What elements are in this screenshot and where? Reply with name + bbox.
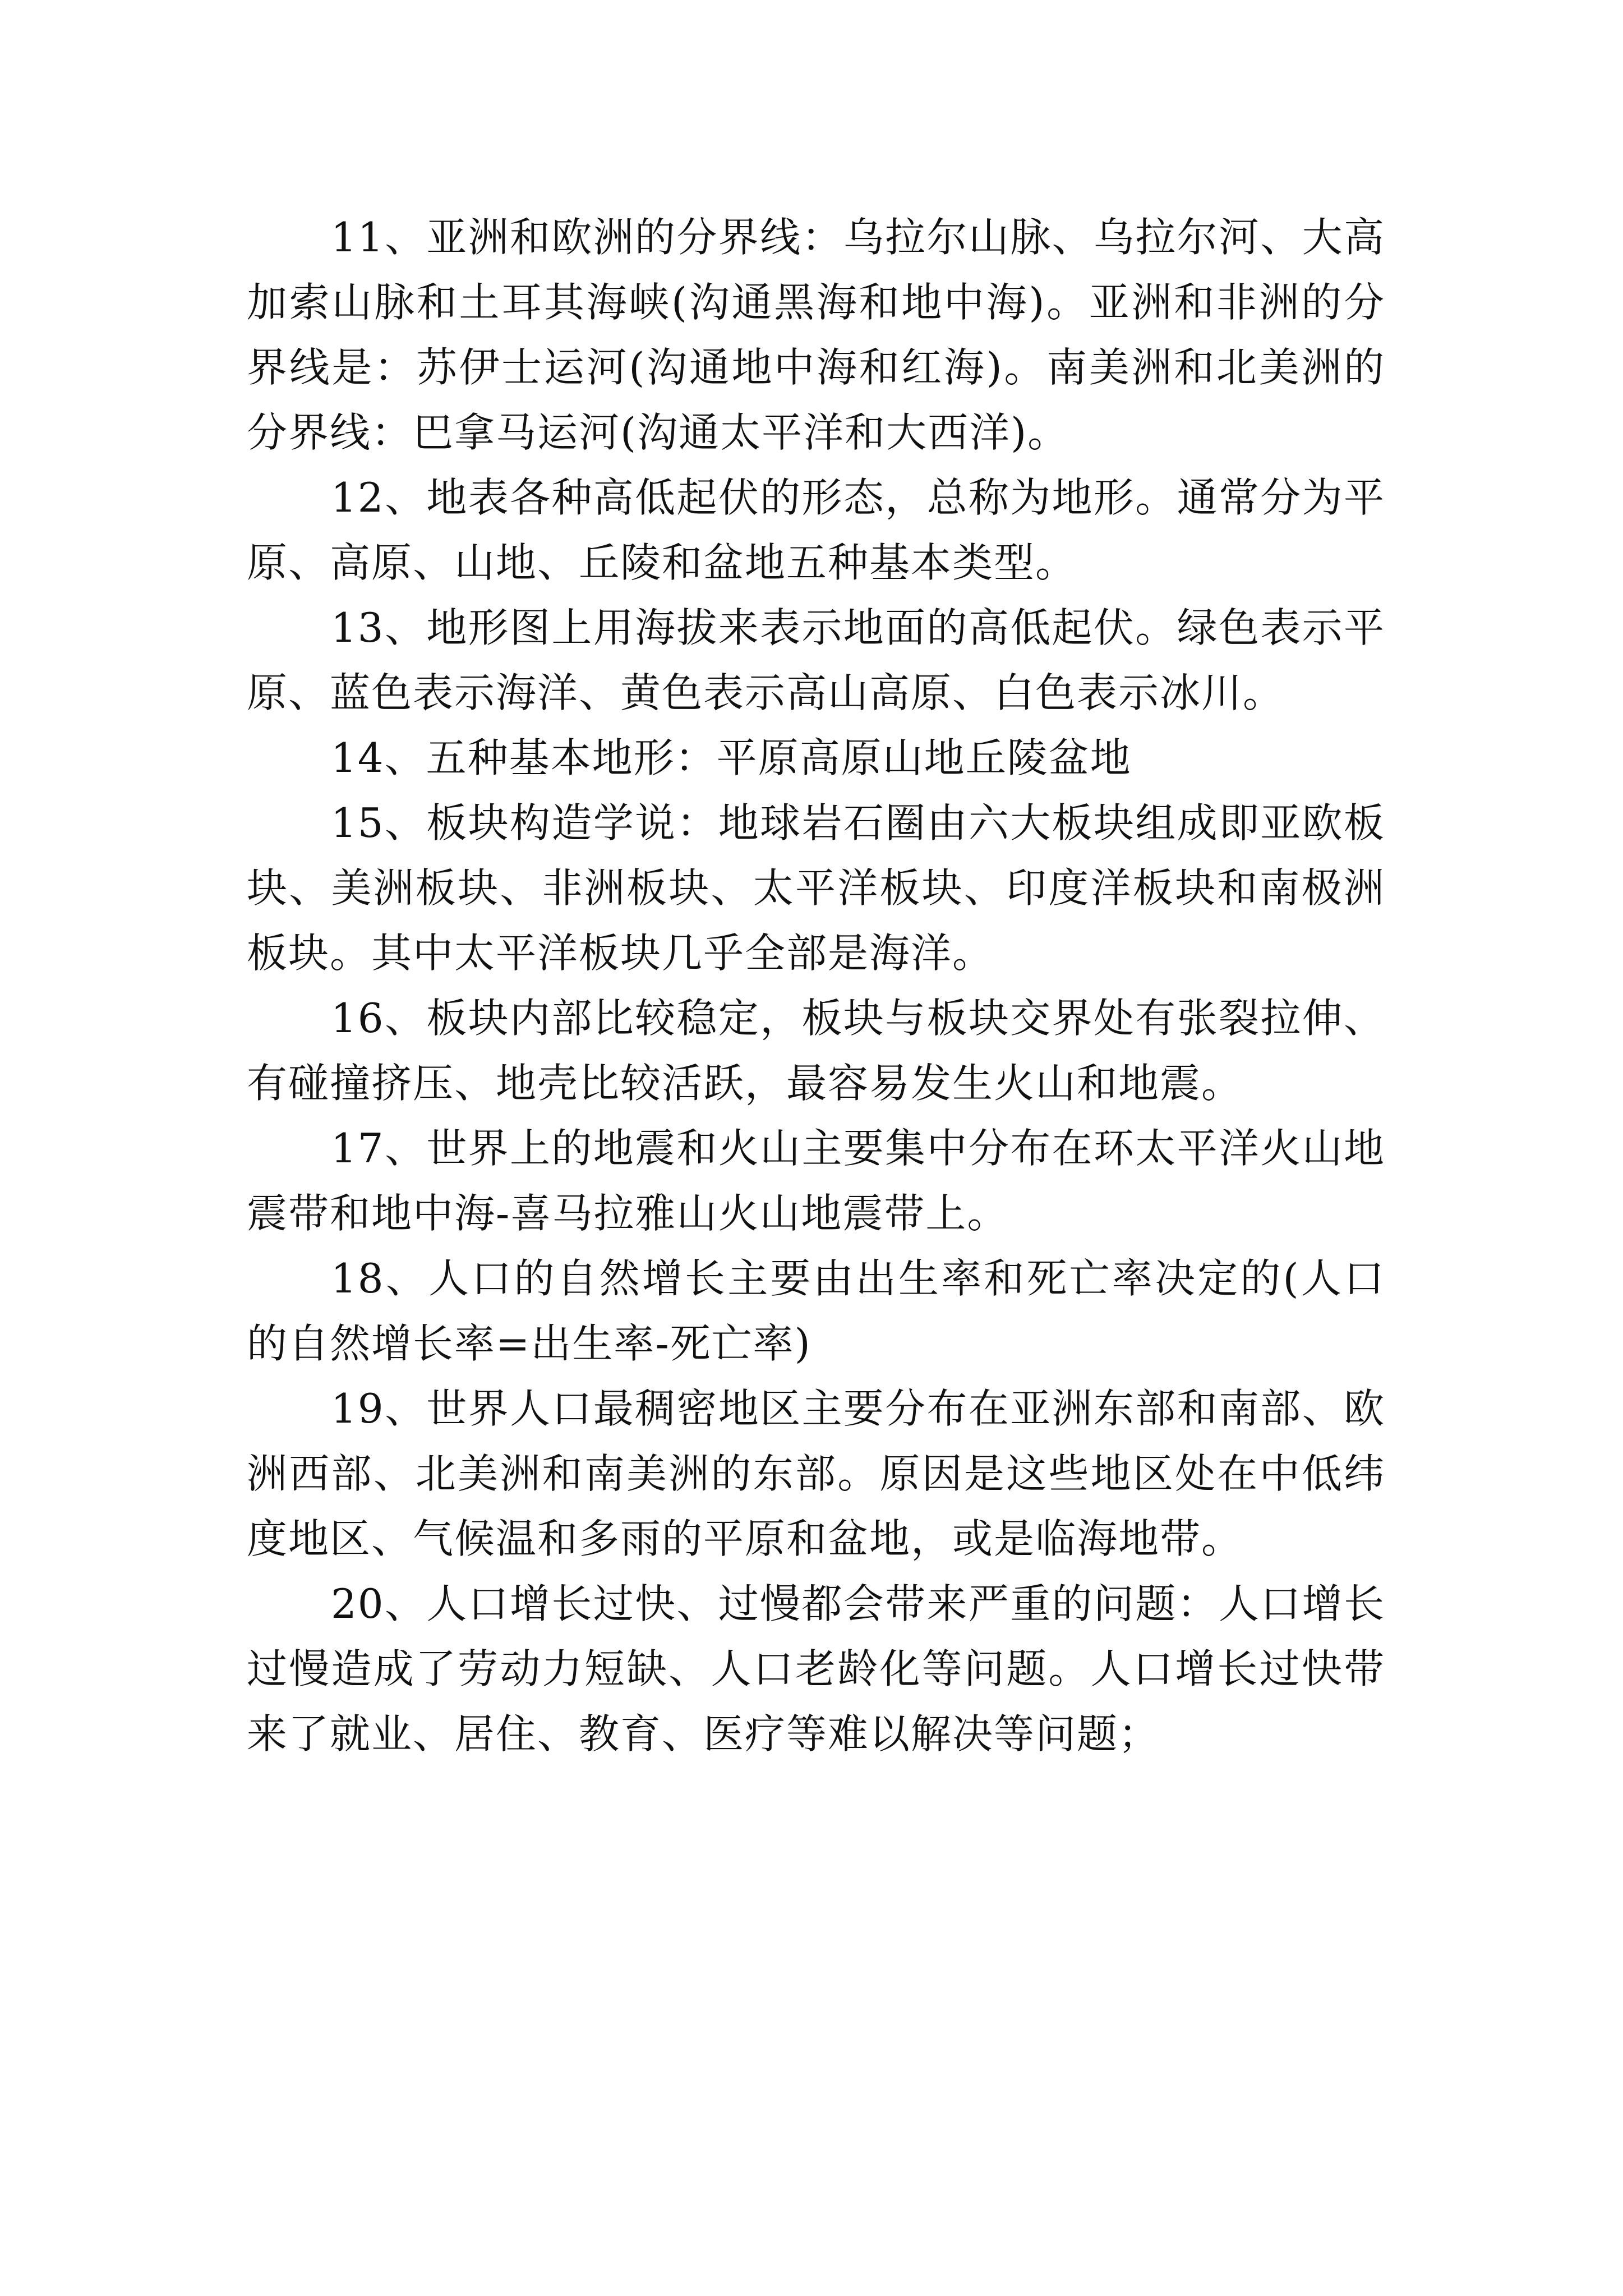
paragraph-16: 16、板块内部比较稳定，板块与板块交界处有张裂拉伸、有碰撞挤压、地壳比较活跃，最容易发生火山和地震。	[247, 995, 1385, 1107]
paragraph-20: 20、人口增长过快、过慢都会带来严重的问题：人口增长过慢造成了劳动力短缺、人口老龄化等问题。人口增长过快带来了就业、居住、教育、医疗等难以解决等问题；	[247, 1580, 1385, 1757]
paragraph-15: 15、板块构造学说：地球岩石圈由六大板块组成即亚欧板块、美洲板块、非洲板块、太平洋板块、印度洋板块和南极洲板块。其中太平洋板块几乎全部是海洋。	[247, 799, 1385, 977]
paragraph-12: 12、地表各种高低起伏的形态，总称为地形。通常分为平原、高原、山地、丘陵和盆地五种基本类型。	[247, 474, 1385, 586]
paragraph-14: 14、五种基本地形：平原高原山地丘陵盆地	[331, 734, 1132, 781]
paragraph-18: 18、人口的自然增长主要由出生率和死亡率决定的(人口的自然增长率=出生率-死亡率)	[247, 1255, 1385, 1367]
paragraph-11: 11、亚洲和欧洲的分界线：乌拉尔山脉、乌拉尔河、大高加索山脉和土耳其海峡(沟通黑海和地中海)。亚洲和非洲的分界线是：苏伊士运河(沟通地中海和红海)。南美洲和北美洲的分界线：巴拿马运河(沟通太平洋和大西洋)。	[247, 214, 1385, 456]
paragraph-13: 13、地形图上用海拔来表示地面的高低起伏。绿色表示平原、蓝色表示海洋、黄色表示高山高原、白色表示冰川。	[247, 604, 1385, 716]
paragraph-19: 19、世界人口最稠密地区主要分布在亚洲东部和南部、欧洲西部、北美洲和南美洲的东部。原因是这些地区处在中低纬度地区、气候温和多雨的平原和盆地，或是临海地带。	[247, 1385, 1385, 1562]
paragraph-17: 17、世界上的地震和火山主要集中分布在环太平洋火山地震带和地中海-喜马拉雅山火山地震带上。	[247, 1125, 1385, 1237]
document-body	[247, 205, 1385, 1766]
